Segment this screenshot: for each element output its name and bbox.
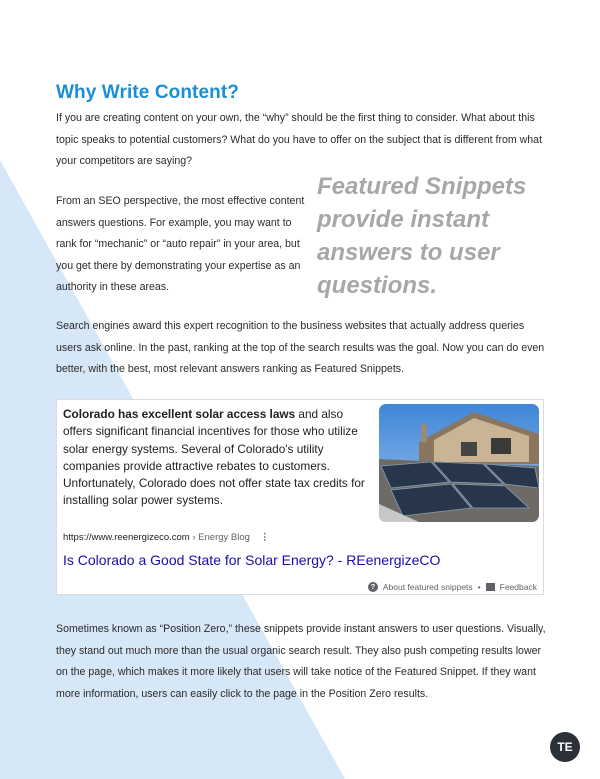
snippet-body-text: and also offers significant financial incentives for those who utilize solar energy systems. Several of Colorado's utility companies provide attractive rebates to customers. Unfortunately, Colorado does not offer state tax credits for installing solar power systems. bbox=[63, 407, 365, 508]
snippet-url: https://www.reenergizeco.com bbox=[63, 532, 190, 543]
snippet-url-line bbox=[63, 532, 269, 543]
pull-quote: Featured Snippets provide instant answers to user questions. bbox=[317, 173, 527, 299]
brand-logo: TE bbox=[550, 732, 580, 762]
paragraph-seo: From an SEO perspective, the most effective content answers questions. For example, you may want to rank for “mechanic” or “auto repair” in your area, but you get there by demonstrating your expertise as an authority in these areas. bbox=[56, 195, 305, 293]
solar-panel-image[interactable] bbox=[379, 404, 539, 522]
feedback-link[interactable]: Feedback bbox=[499, 582, 537, 592]
feedback-icon bbox=[486, 583, 495, 591]
snippet-bold-text: Colorado has excellent solar access laws bbox=[63, 407, 296, 421]
help-icon: ? bbox=[368, 582, 378, 592]
footer-separator: • bbox=[477, 582, 481, 592]
paragraph-position-zero: Sometimes known as “Position Zero,” these snippets provide instant answers to user questions. Visually, they stand out much more than the usual organic search result. They also push competing results lower on the page, which makes it more likely that users will take notice of the Featured Snippet. If they want more information, users can easily click to the page in the Position Zero results. bbox=[56, 623, 546, 700]
snippet-breadcrumb: › Energy Blog bbox=[189, 532, 250, 543]
more-options-icon[interactable]: ⋮ bbox=[259, 532, 270, 543]
paragraph-search-engines: Search engines award this expert recognition to the business websites that actually address queries users ask online. In the past, ranking at the top of the search results was the goal. Now you can do even better, with the best, most relevant answers ranking as Featured Snippets. bbox=[56, 320, 545, 375]
snippet-footer bbox=[368, 582, 537, 592]
page-title: Why Write Content? bbox=[56, 82, 239, 103]
about-featured-snippets-link[interactable]: About featured snippets bbox=[382, 582, 473, 592]
snippet-result-link[interactable]: Is Colorado a Good State for Solar Energy? - REenergizeCO bbox=[63, 552, 441, 568]
paragraph-intro: If you are creating content on your own, the “why” should be the first thing to consider. What about this topic speaks to potential customers? What do you have to offer on the subject that is different from what your competitors are saying? bbox=[56, 112, 543, 167]
snippet-text bbox=[63, 406, 368, 510]
featured-snippet-card bbox=[56, 399, 544, 595]
